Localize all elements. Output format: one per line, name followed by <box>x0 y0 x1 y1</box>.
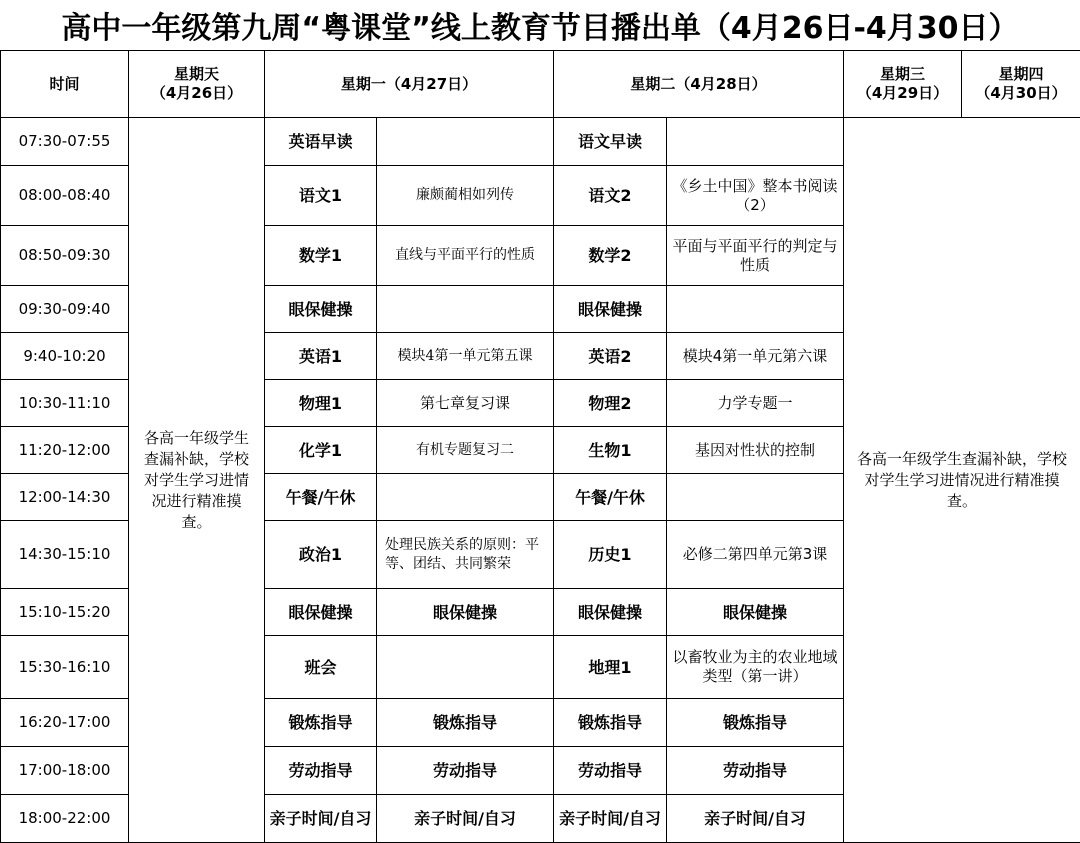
header-thursday-line2: （4月30日） <box>964 84 1078 103</box>
time-cell: 09:30-09:40 <box>1 286 129 333</box>
monday-topic-cell: 直线与平面平行的性质 <box>377 226 554 286</box>
header-wednesday-line2: （4月29日） <box>846 84 959 103</box>
tuesday-topic-cell: 《乡土中国》整本书阅读（2） <box>667 166 844 226</box>
monday-subject-cell: 英语早读 <box>265 118 377 166</box>
time-cell: 17:00-18:00 <box>1 747 129 795</box>
header-time: 时间 <box>1 51 129 118</box>
time-cell: 15:10-15:20 <box>1 589 129 636</box>
tuesday-topic-cell: 亲子时间/自习 <box>667 795 844 843</box>
time-cell: 10:30-11:10 <box>1 380 129 427</box>
monday-subject-cell: 劳动指导 <box>265 747 377 795</box>
tuesday-subject-cell: 劳动指导 <box>554 747 667 795</box>
tuesday-subject-cell: 锻炼指导 <box>554 699 667 747</box>
page-title: 高中一年级第九周“粤课堂”线上教育节目播出单（4月26日-4月30日） <box>0 0 1080 50</box>
monday-subject-cell: 物理1 <box>265 380 377 427</box>
monday-topic-cell: 锻炼指导 <box>377 699 554 747</box>
tuesday-topic-cell <box>667 286 844 333</box>
tuesday-subject-cell: 眼保健操 <box>554 589 667 636</box>
time-cell: 18:00-22:00 <box>1 795 129 843</box>
monday-subject-cell: 亲子时间/自习 <box>265 795 377 843</box>
tuesday-subject-cell: 语文2 <box>554 166 667 226</box>
time-cell: 12:00-14:30 <box>1 474 129 521</box>
header-monday: 星期一（4月27日） <box>265 51 554 118</box>
tuesday-topic-cell: 必修二第四单元第3课 <box>667 521 844 589</box>
monday-subject-cell: 英语1 <box>265 333 377 380</box>
tuesday-topic-cell: 基因对性状的控制 <box>667 427 844 474</box>
monday-subject-cell: 午餐/午休 <box>265 474 377 521</box>
wednesday-thursday-note-cell: 各高一年级学生查漏补缺，学校对学生学习进情况进行精准摸查。 <box>844 118 1080 843</box>
monday-topic-cell: 眼保健操 <box>377 589 554 636</box>
monday-topic-cell: 亲子时间/自习 <box>377 795 554 843</box>
header-sunday-line2: （4月26日） <box>131 84 262 103</box>
schedule-table <box>0 50 1080 843</box>
time-cell: 08:00-08:40 <box>1 166 129 226</box>
monday-subject-cell: 眼保健操 <box>265 286 377 333</box>
monday-subject-cell: 班会 <box>265 636 377 699</box>
monday-subject-cell: 政治1 <box>265 521 377 589</box>
tuesday-subject-cell: 生物1 <box>554 427 667 474</box>
tuesday-subject-cell: 地理1 <box>554 636 667 699</box>
table-row <box>1 118 1080 166</box>
tuesday-topic-cell <box>667 474 844 521</box>
monday-topic-cell <box>377 636 554 699</box>
tuesday-subject-cell: 物理2 <box>554 380 667 427</box>
monday-topic-cell <box>377 286 554 333</box>
tuesday-subject-cell: 历史1 <box>554 521 667 589</box>
tuesday-topic-cell: 平面与平面平行的判定与性质 <box>667 226 844 286</box>
tuesday-topic-cell: 力学专题一 <box>667 380 844 427</box>
header-thursday-line1: 星期四 <box>964 65 1078 84</box>
header-thursday <box>962 51 1080 118</box>
time-cell: 08:50-09:30 <box>1 226 129 286</box>
time-cell: 15:30-16:10 <box>1 636 129 699</box>
monday-topic-cell: 第七章复习课 <box>377 380 554 427</box>
tuesday-subject-cell: 亲子时间/自习 <box>554 795 667 843</box>
monday-topic-cell: 处理民族关系的原则：平等、团结、共同繁荣 <box>377 521 554 589</box>
time-cell: 07:30-07:55 <box>1 118 129 166</box>
monday-topic-cell: 劳动指导 <box>377 747 554 795</box>
monday-subject-cell: 语文1 <box>265 166 377 226</box>
time-cell: 11:20-12:00 <box>1 427 129 474</box>
monday-topic-cell: 廉颇蔺相如列传 <box>377 166 554 226</box>
tuesday-topic-cell: 以畜牧业为主的农业地域类型（第一讲） <box>667 636 844 699</box>
tuesday-subject-cell: 午餐/午休 <box>554 474 667 521</box>
sunday-note-cell: 各高一年级学生查漏补缺，学校对学生学习进情况进行精准摸查。 <box>129 118 265 843</box>
tuesday-topic-cell: 锻炼指导 <box>667 699 844 747</box>
header-wednesday-line1: 星期三 <box>846 65 959 84</box>
tuesday-topic-cell: 模块4第一单元第六课 <box>667 333 844 380</box>
time-cell: 9:40-10:20 <box>1 333 129 380</box>
tuesday-subject-cell: 语文早读 <box>554 118 667 166</box>
tuesday-topic-cell: 眼保健操 <box>667 589 844 636</box>
tuesday-subject-cell: 数学2 <box>554 226 667 286</box>
header-sunday-line1: 星期天 <box>131 65 262 84</box>
time-cell: 14:30-15:10 <box>1 521 129 589</box>
header-tuesday: 星期二（4月28日） <box>554 51 844 118</box>
header-wednesday <box>844 51 962 118</box>
tuesday-subject-cell: 英语2 <box>554 333 667 380</box>
monday-topic-cell: 有机专题复习二 <box>377 427 554 474</box>
monday-topic-cell <box>377 118 554 166</box>
monday-subject-cell: 数学1 <box>265 226 377 286</box>
monday-topic-cell <box>377 474 554 521</box>
header-row <box>1 51 1080 118</box>
monday-topic-cell: 模块4第一单元第五课 <box>377 333 554 380</box>
tuesday-topic-cell <box>667 118 844 166</box>
monday-subject-cell: 化学1 <box>265 427 377 474</box>
tuesday-subject-cell: 眼保健操 <box>554 286 667 333</box>
tuesday-topic-cell: 劳动指导 <box>667 747 844 795</box>
time-cell: 16:20-17:00 <box>1 699 129 747</box>
monday-subject-cell: 锻炼指导 <box>265 699 377 747</box>
monday-subject-cell: 眼保健操 <box>265 589 377 636</box>
header-sunday <box>129 51 265 118</box>
